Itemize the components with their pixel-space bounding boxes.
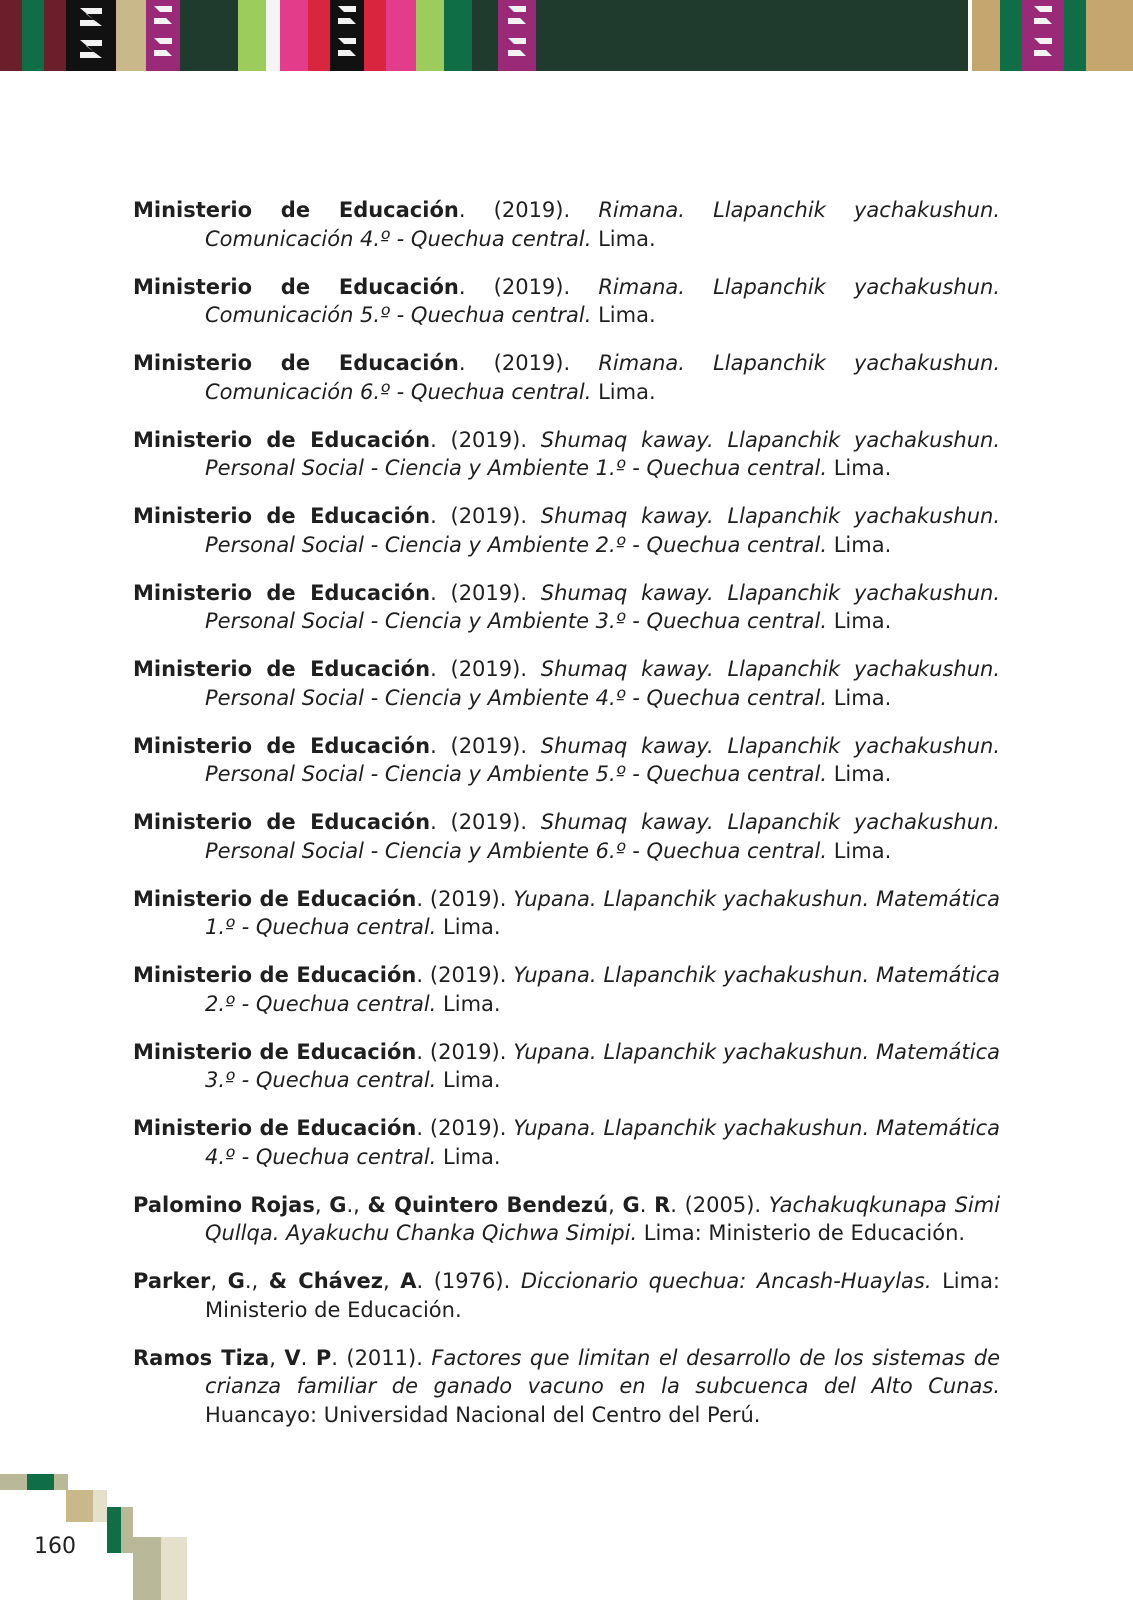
band-stripe xyxy=(386,0,416,71)
reference-text: Lima. xyxy=(827,456,892,480)
reference-author: Ministerio de Educación xyxy=(133,886,417,911)
reference-text: , xyxy=(608,1192,623,1217)
deco-square xyxy=(54,1474,68,1490)
reference-text: . xyxy=(300,1345,316,1370)
reference-author: V xyxy=(284,1345,301,1370)
reference-author: Palomino Rojas xyxy=(133,1192,315,1217)
band-stripe xyxy=(280,0,308,71)
reference-author: & Quintero Bendezú xyxy=(367,1192,609,1217)
textile-motif-icon xyxy=(146,0,180,71)
reference-text: . (2019). xyxy=(430,580,541,605)
reference-text: , xyxy=(382,1269,401,1293)
reference-author: A xyxy=(400,1269,417,1293)
reference-text: . (2019). xyxy=(430,733,541,758)
reference-entry xyxy=(133,1267,1000,1324)
deco-square xyxy=(107,1507,121,1553)
reference-text: Lima. xyxy=(591,303,656,327)
reference-entry xyxy=(133,655,1000,712)
reference-text: . (2019). xyxy=(458,274,599,299)
reference-author: & Chávez xyxy=(268,1269,383,1293)
reference-author: Ministerio de Educación xyxy=(133,810,431,834)
band-stripe xyxy=(1086,0,1133,71)
band-stripe xyxy=(416,0,444,71)
deco-square xyxy=(161,1537,187,1600)
reference-text: Lima. xyxy=(436,1068,501,1092)
reference-author: Ministerio de Educación xyxy=(133,1039,417,1064)
reference-text: Lima. xyxy=(827,762,892,786)
band-stripe xyxy=(44,0,66,71)
reference-text: Lima. xyxy=(436,991,501,1016)
reference-text: . (2019). xyxy=(430,810,541,834)
reference-text: Lima. xyxy=(591,379,656,404)
reference-text: ., xyxy=(244,1269,269,1293)
band-stripe xyxy=(180,0,238,71)
reference-author: R xyxy=(654,1192,671,1217)
reference-text: Lima. xyxy=(591,226,656,251)
reference-text: Lima: Ministerio de Educación. xyxy=(205,1269,1001,1322)
reference-entry xyxy=(133,1344,1000,1430)
reference-entry xyxy=(133,502,1000,559)
reference-title: Shumaq kaway. Llapanchik yachakushun. Personal Social - Ciencia y Ambiente 1.º - Quechua central. xyxy=(205,427,1001,480)
reference-author: Parker xyxy=(133,1269,211,1293)
reference-title: Yupana. Llapanchik yachakushun. Matemática 4.º - Quechua central. xyxy=(205,1116,1001,1169)
reference-entry xyxy=(133,426,1000,483)
band-stripe xyxy=(444,0,472,71)
bibliography-list xyxy=(133,196,1000,1449)
reference-title: Yupana. Llapanchik yachakushun. Matemática 2.º - Quechua central. xyxy=(205,963,1001,1016)
reference-entry xyxy=(133,579,1000,636)
textile-motif-icon xyxy=(1022,0,1064,71)
page-number: 160 xyxy=(34,1534,76,1559)
reference-author: Ministerio de Educación xyxy=(133,1116,417,1140)
reference-author: Ministerio de Educación xyxy=(133,351,459,375)
reference-author: Ministerio de Educación xyxy=(133,427,431,452)
reference-author: Ministerio de Educación xyxy=(133,274,459,299)
reference-author: Ministerio de Educación xyxy=(133,580,431,605)
reference-text: Lima. xyxy=(827,532,892,557)
reference-entry xyxy=(133,273,1000,330)
deco-square xyxy=(133,1537,161,1600)
reference-author: Ministerio de Educación xyxy=(133,733,431,758)
reference-author: Ministerio de Educación xyxy=(133,504,431,528)
reference-entry xyxy=(133,961,1000,1018)
reference-title: Rimana. Llapanchik yachakushun. Comunicación 4.º - Quechua central. xyxy=(205,198,1001,251)
reference-text: Lima. xyxy=(827,609,892,633)
band-stripe xyxy=(22,0,44,71)
reference-entry xyxy=(133,808,1000,865)
reference-entry xyxy=(133,1038,1000,1095)
band-stripe xyxy=(266,0,280,71)
reference-title: Shumaq kaway. Llapanchik yachakushun. Personal Social - Ciencia y Ambiente 6.º - Quechua central. xyxy=(205,810,1001,863)
reference-author: G xyxy=(227,1269,245,1293)
reference-text: ., xyxy=(346,1192,368,1217)
reference-title: Yachakuqkunapa Simi Qullqa. Ayakuchu Chanka Qichwa Simipi. xyxy=(205,1192,1001,1245)
reference-title: Shumaq kaway. Llapanchik yachakushun. Personal Social - Ciencia y Ambiente 2.º - Quechua central. xyxy=(205,504,1001,557)
reference-entry xyxy=(133,732,1000,789)
reference-title: Rimana. Llapanchik yachakushun. Comunicación 5.º - Quechua central. xyxy=(205,274,1001,327)
reference-text: Lima. xyxy=(827,838,892,863)
reference-text: Lima. xyxy=(827,685,892,710)
reference-title: Yupana. Llapanchik yachakushun. Matemática 1.º - Quechua central. xyxy=(205,886,1001,939)
reference-text: . (2019). xyxy=(458,351,599,375)
reference-entry xyxy=(133,349,1000,406)
reference-title: Diccionario quechua: Ancash-Huaylas. xyxy=(520,1269,932,1293)
reference-entry xyxy=(133,885,1000,942)
reference-entry xyxy=(133,196,1000,253)
reference-text: Huancayo: Universidad Nacional del Centro del Perú. xyxy=(205,1402,761,1427)
band-stripe xyxy=(1000,0,1022,71)
reference-text: . (1976). xyxy=(416,1269,521,1293)
reference-text: . (2019). xyxy=(458,198,599,222)
band-stripe xyxy=(972,0,1000,71)
reference-title: Shumaq kaway. Llapanchik yachakushun. Personal Social - Ciencia y Ambiente 5.º - Quechua central. xyxy=(205,733,1001,786)
band-stripe xyxy=(364,0,386,71)
band-stripe xyxy=(1064,0,1086,71)
band-stripe xyxy=(308,0,330,71)
reference-text: Lima. xyxy=(436,1144,501,1169)
textile-motif-icon xyxy=(498,0,536,71)
deco-square xyxy=(66,1490,93,1522)
reference-author: Ministerio de Educación xyxy=(133,198,459,222)
reference-entry xyxy=(133,1191,1000,1248)
reference-author: G xyxy=(622,1192,640,1217)
reference-text: . (2019). xyxy=(416,1116,514,1140)
deco-square xyxy=(27,1474,54,1490)
reference-text: , xyxy=(210,1269,228,1293)
reference-author: Ramos Tiza xyxy=(133,1345,270,1370)
reference-author: Ministerio de Educación xyxy=(133,963,417,987)
reference-text: . (2019). xyxy=(430,657,541,681)
reference-text: . xyxy=(639,1192,655,1217)
reference-author: Ministerio de Educación xyxy=(133,657,431,681)
reference-text: . (2019). xyxy=(416,963,514,987)
header-decorative-band xyxy=(0,0,1133,71)
reference-title: Yupana. Llapanchik yachakushun. Matemática 3.º - Quechua central. xyxy=(205,1039,1001,1092)
deco-square xyxy=(0,1474,27,1490)
reference-author: G xyxy=(329,1192,347,1217)
textile-motif-icon xyxy=(330,0,364,71)
reference-text: , xyxy=(314,1192,330,1217)
reference-text: . (2019). xyxy=(430,427,541,452)
reference-text: . (2019). xyxy=(416,1039,514,1064)
reference-text: . (2011). xyxy=(331,1345,432,1370)
reference-text: . (2019). xyxy=(430,504,541,528)
reference-author: P xyxy=(315,1345,332,1370)
band-stripe xyxy=(116,0,146,71)
reference-title: Shumaq kaway. Llapanchik yachakushun. Personal Social - Ciencia y Ambiente 4.º - Quechua central. xyxy=(205,657,1001,710)
band-stripe xyxy=(238,0,266,71)
reference-text: . (2005). xyxy=(670,1192,769,1217)
reference-title: Shumaq kaway. Llapanchik yachakushun. Personal Social - Ciencia y Ambiente 3.º - Quechua central. xyxy=(205,580,1001,633)
reference-text: Lima. xyxy=(436,915,501,939)
band-stripe xyxy=(0,0,22,71)
reference-title: Factores que limitan el desarrollo de los sistemas de crianza familiar de ganado vacuno en la subcuenca del Alto Cunas. xyxy=(205,1345,1000,1398)
textile-motif-icon xyxy=(66,0,116,71)
deco-square xyxy=(121,1507,133,1553)
deco-square xyxy=(93,1490,107,1522)
reference-text: Lima: Ministerio de Educación. xyxy=(637,1221,966,1245)
reference-title: Rimana. Llapanchik yachakushun. Comunicación 6.º - Quechua central. xyxy=(205,351,1001,404)
reference-text: . (2019). xyxy=(416,886,514,911)
reference-entry xyxy=(133,1114,1000,1171)
reference-text: , xyxy=(269,1345,285,1370)
